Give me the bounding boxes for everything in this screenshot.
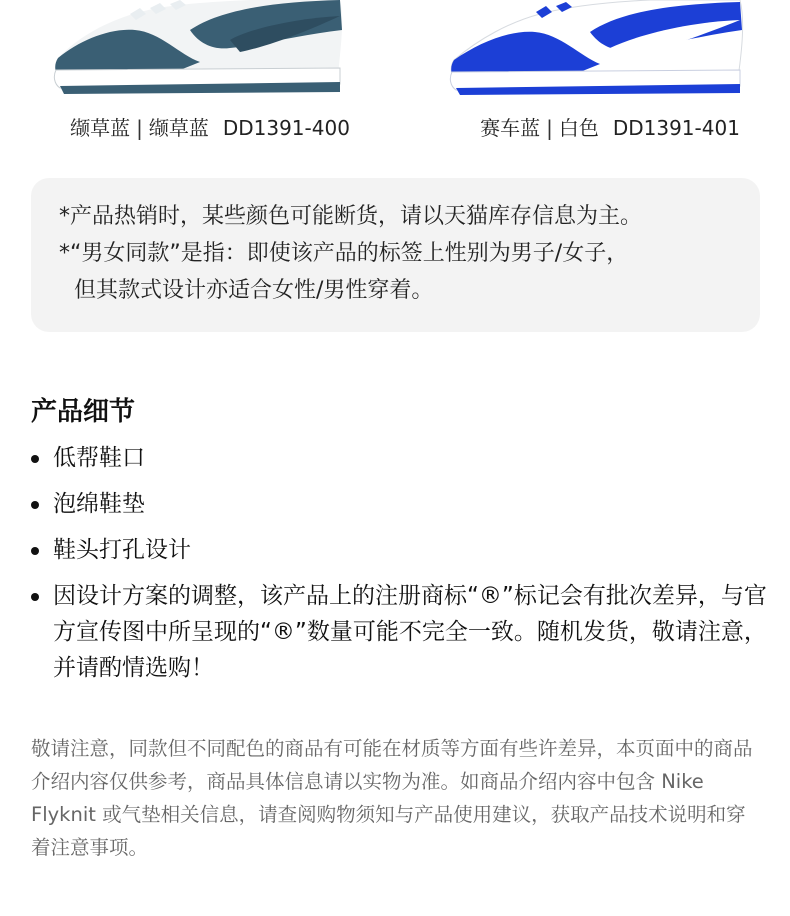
product-caption — [40, 112, 380, 141]
shoe-image-valerian-blue — [40, 0, 380, 100]
caption-separator: | — [546, 116, 553, 140]
color-primary: 缬草蓝 — [70, 116, 131, 140]
product-card-valerian-blue[interactable] — [40, 0, 380, 150]
details-list — [31, 440, 771, 686]
caption-separator: | — [136, 116, 143, 140]
style-code: DD1391-400 — [222, 116, 350, 140]
list-item: 低帮鞋口 — [31, 440, 771, 476]
product-caption — [440, 112, 780, 141]
color-primary: 赛车蓝 — [480, 116, 541, 140]
details-heading: 产品细节 — [31, 397, 136, 427]
stock-notice-box — [31, 178, 760, 332]
list-item: 泡绵鞋垫 — [31, 486, 771, 522]
color-secondary: 白色 — [558, 116, 599, 140]
list-item: 鞋头打孔设计 — [31, 532, 771, 568]
color-secondary: 缬草蓝 — [148, 116, 209, 140]
style-code: DD1391-401 — [612, 116, 740, 140]
disclaimer-text: 敬请注意，同款但不同配色的商品有可能在材质等方面有些许差异，本页面中的商品介绍内容仅供参考，商品具体信息请以实物为准。如商品介绍内容中包含 Nike Flyknit 或气垫相关信息，请查阅购物须知与产品使用建议，获取产品技术说明和穿着注意事项。 — [31, 737, 753, 859]
product-card-racer-blue[interactable] — [440, 0, 780, 150]
shoe-image-racer-blue — [440, 0, 780, 100]
list-item: 因设计方案的调整，该产品上的注册商标“®”标记会有批次差异，与官方宣传图中所呈现的“®”数量可能不完全一致。随机发货，敬请注意，并请酌情选购！ — [31, 578, 771, 686]
notice-line-unisex-cont: 但其款式设计亦适合女性/男性穿着。 — [74, 278, 434, 303]
notice-line-unisex: *“男女同款”是指：即使该产品的标签上性别为男子/女子， — [59, 241, 629, 266]
notice-line-stock: *产品热销时，某些颜色可能断货，请以天猫库存信息为主。 — [59, 204, 643, 229]
product-details-section — [31, 392, 771, 696]
